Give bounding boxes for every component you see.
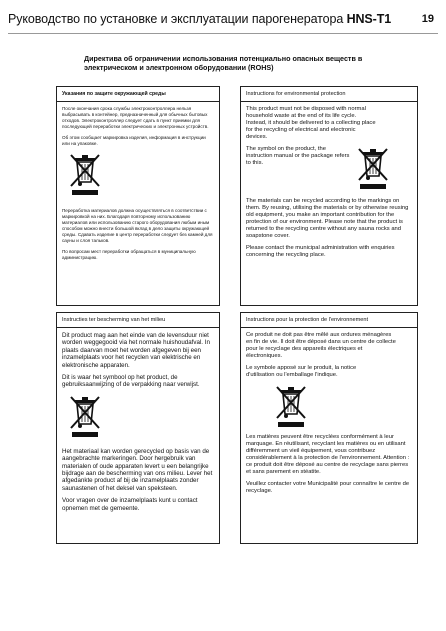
section-nl-p1: Dit product mag aan het einde van de levensduur niet worden weggegooid via het normale huishoudafval. In plaats daarvan moet het worden afgegeven bij een inzamelplaats voor het recyclen van elektrische en elektronische apparaten. — [62, 332, 210, 369]
section-ru-p4: По вопросам мест переработки обращаться в муниципальную администрацию. — [62, 249, 196, 260]
section-en-p3: The materials can be recycled according to the markings on them. By reusing, utilising the materials or by otherwise reusing old equipment, you make an important contribution for the protection of our environment. Please note that the product is returned to the recycling centre without any sauna rocks and soapstone cover. — [246, 198, 409, 239]
page-header — [0, 0, 446, 38]
section-fr-p3: Les matières peuvent être recyclées conformément à leur marquage. En réutilisant, recyclant les matières ou en utilisant différemment un vieil équipement, vous contribuez considérablement à la protection de l'environnement. Attention : ce produit doit être déposé au centre de recyclage sans pierres et sans parement en stéatite. — [246, 434, 410, 475]
section-nl-p4: Voor vragen over de inzamelplaats kunt u contact opnemen met de gemeente. — [62, 497, 198, 512]
section-ru-title: Указания по защите окружающей среды — [57, 91, 219, 102]
section-nl-p2: Dit is waar het symbool op het product, de gebruiksaanwijzing of de verpakking naar verwijst. — [62, 374, 200, 389]
section-fr — [240, 312, 418, 544]
section-fr-title: Instructions pour la protection de l'environnement — [241, 317, 417, 328]
section-nl-p3: Het materiaal kan worden gerecycled op basis van de aangebrachte markeringen. Door hergebruik van materialen of oude apparaten levert u een belangrijke bijdrage aan de bescherming van ons milieu. Lever het afgedankte product af bij de inzamelplaats zonder saunastenen of het deksel van speksteen. — [62, 447, 213, 492]
crossed-out-wheelie-bin-icon — [68, 394, 102, 438]
page-number: 19 — [421, 13, 434, 25]
section-nl-title: Instructies ter bescherming van het milieu — [57, 317, 219, 328]
crossed-out-wheelie-bin-icon — [68, 152, 102, 196]
section-ru-p2: Об этом сообщает маркировка изделия, информация в инструкции или на упаковке. — [62, 135, 206, 146]
section-ru-p3: Переработка материалов должна осуществляться в соответствии с маркировкой на них. Благодаря повторному использованию материалов или использованию старого оборудования любым иным способом можно внести большой вклад в дело защиты окружающей среды. Сдавать изделие в центр переработки следует без камней для сауны и слоя тальков. — [62, 208, 213, 243]
section-ru-p1: После окончания срока службы электроконтроллера нельзя выбрасывать в контейнер, предназначенный для обычных бытовых отходов. Электроконтроллер следует сдать в пункт приемки для последующей переработки электрических и электронных устройств. — [62, 106, 209, 129]
section-fr-p2: Le symbole apposé sur le produit, la notice d'utilisation ou l'emballage l'indique. — [246, 365, 357, 378]
directive-heading: Директива об ограничении использования потенциально опасных веществ в электрическом и электронном оборудовании (ROHS) — [84, 54, 363, 72]
section-en — [240, 86, 418, 306]
crossed-out-wheelie-bin-icon — [356, 146, 390, 190]
page-title — [8, 12, 391, 26]
section-en-p1: This product must not be disposed with normal household waste at the end of its life cycle. Instead, it should be delivered to a collecting place for the recycling of electrical and electronic devices. — [246, 106, 376, 140]
section-nl — [56, 312, 220, 544]
section-en-p2: The symbol on the product, the instruction manual or the package refers to this. — [246, 146, 350, 166]
section-en-p4: Please contact the municipal administration with enquiries concerning the recycling place. — [246, 245, 395, 258]
header-divider — [8, 33, 438, 34]
page-title-main: Руководство по установке и эксплуатации парогенератора — [8, 12, 347, 26]
page-title-model: HNS-T1 — [346, 12, 392, 26]
section-ru — [56, 86, 220, 306]
section-en-title: Instructions for environmental protection — [241, 91, 417, 102]
crossed-out-wheelie-bin-icon — [274, 384, 308, 428]
section-fr-p4: Veuillez contacter votre Municipalité pour connaître le centre de recyclage. — [246, 481, 410, 494]
section-fr-p1: Ce produit ne doit pas être mêlé aux ordures ménagères en fin de vie. Il doit être déposé dans un centre de collecte pour le recyclage des appareils électriques et électroniques. — [246, 332, 396, 359]
